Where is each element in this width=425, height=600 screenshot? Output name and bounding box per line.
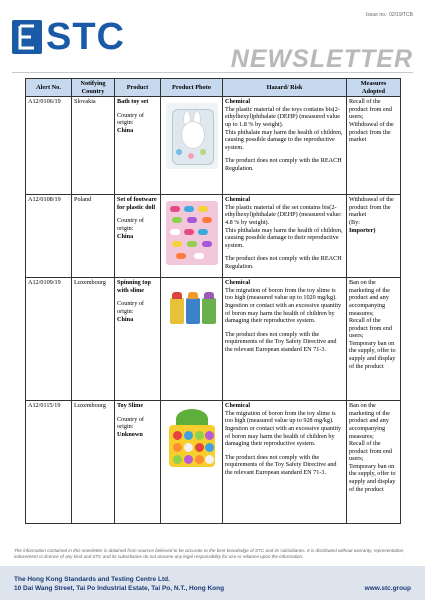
hazard-title: Chemical [225,196,251,204]
measures-cell [347,97,401,195]
origin-value: China [117,232,134,240]
measures-text: Ban on the marketing of the product and any accompanying measures; Recall of the product from end users; Temporary ban on the supply, offer to supply and display of the product [349,279,396,370]
notifying-country: Slovakia [72,97,115,195]
company-info [14,576,224,594]
newsletter-title: NEWSLETTER [230,45,413,73]
table-row [26,97,401,195]
measures-text: Withdrawal of the product from the market (By: [349,196,394,227]
alert-number: A12/0106/19 [26,97,72,195]
hazard-text: The plastic material of the toys contains bis(2-ethylhexyl)phthalate (DEHP) (measured value up to 1.8 % by weight). This phthalate may harm the health of children, causing possible damage to the reproductive system. [225,105,343,151]
hazard-text: The migration of boron from the toy slime is too high (measured value up to 928 mg/kg). Ingestion or contact with an excessive quantity of boron may harm the health of children by damaging their reproductive system. [225,409,342,448]
company-name: The Hong Kong Standards and Testing Centre Ltd. [14,576,170,583]
notifying-country: Luxembourg [72,278,115,401]
website-link[interactable]: www.stc.group [364,585,411,592]
product-cell [115,195,161,278]
measures-cell [347,278,401,401]
bath-toy-photo-icon [166,103,218,169]
column-header: Hazard/ Risk [223,79,347,97]
issue-number: Issue no.: 02/19/TCB [366,12,413,18]
hazard-cell [223,278,347,401]
product-name: Spinning top with slime [117,279,151,294]
toy-slime-photo-icon [166,407,218,469]
product-cell [115,278,161,401]
product-photo-cell [161,97,223,195]
product-cell [115,97,161,195]
hazard-title: Chemical [225,402,251,410]
spinning-top-photo-icon [166,284,218,328]
product-name: Set of footware for plastic doll [117,196,157,211]
origin-label: Country of origin: [117,300,144,316]
product-cell [115,401,161,524]
hazard-cell [223,97,347,195]
alert-number: A12/0108/19 [26,195,72,278]
disclaimer-text: The information contained in this newsletter is obtained from sources believed to be accurate to the best knowledge of STC and its subsidiaries. It is distributed without warranty, representation, inducement or licence of any kind and STC and its subsidiaries do not assume any legal responsibility for use or reliance upon the information. [14,548,405,559]
doll-footwear-photo-icon [166,201,218,265]
alerts-table [25,78,401,524]
company-address: 10 Dai Wang Street, Tai Po Industrial Estate, Tai Po, N.T., Hong Kong [14,584,225,592]
table-row [26,195,401,278]
stc-logo [12,18,125,56]
header-divider [12,72,413,73]
table-row [26,401,401,524]
product-photo-cell [161,195,223,278]
hazard-note: The product does not comply with the requirements of the Toy Safety Directive and the relevant European standard EN 71-3. [225,453,337,476]
product-photo-cell [161,401,223,524]
hazard-text: The plastic material of the set contains bis(2-ethylhexyl)phthalate (DEHP) (measured value: 4.8 % by weight). This phthalate may harm the health of children, causing possible damage to their reproductive system. [225,203,343,249]
hazard-note: The product does not comply with the REACH Regulation. [225,157,342,172]
hazard-cell [223,401,347,524]
column-header: Product [115,79,161,97]
origin-label: Country of origin: [117,415,144,431]
column-header: Notifying Country [72,79,115,97]
origin-label: Country of origin: [117,111,144,127]
hazard-text: The migration of boron from the toy slime is too high (measured value up to 1020 mg/kg). Ingestion or contact with an excessive quantity of boron may harm the health of children by damaging their reproductive system. [225,286,342,325]
logo-text: STC [46,16,125,58]
product-photo-cell [161,278,223,401]
alert-number: A12/0115/19 [26,401,72,524]
measures-extra: Importer) [349,226,376,234]
measures-text: Recall of the product from end users; Withdrawal of the product from the market [349,98,394,144]
column-header: Product Photo [161,79,223,97]
column-header: Alert No. [26,79,72,97]
product-name: Toy Slime [117,402,144,410]
measures-text: Ban on the marketing of the product and any accompanying measures; Recall of the product from end users; Temporary ban on the supply, offer to supply and display of the product [349,402,396,493]
product-name: Bath toy set [117,98,149,106]
origin-value: China [117,127,134,135]
alert-number: A12/0109/19 [26,278,72,401]
origin-value: Unknown [117,431,143,439]
origin-label: Country of origin: [117,217,144,233]
hazard-cell [223,195,347,278]
column-header: Measures Adopted [347,79,401,97]
notifying-country: Luxembourg [72,401,115,524]
origin-value: China [117,315,134,323]
measures-cell [347,195,401,278]
measures-cell [347,401,401,524]
hazard-note: The product does not comply with the REACH Regulation. [225,255,342,270]
hazard-title: Chemical [225,279,251,287]
table-header-row [26,79,401,97]
hazard-title: Chemical [225,98,251,106]
hazard-note: The product does not comply with the requirements of the Toy Safety Directive and the relevant European standard EN 71-3. [225,330,337,353]
logo-mark-icon [12,20,42,54]
table-row [26,278,401,401]
notifying-country: Poland [72,195,115,278]
